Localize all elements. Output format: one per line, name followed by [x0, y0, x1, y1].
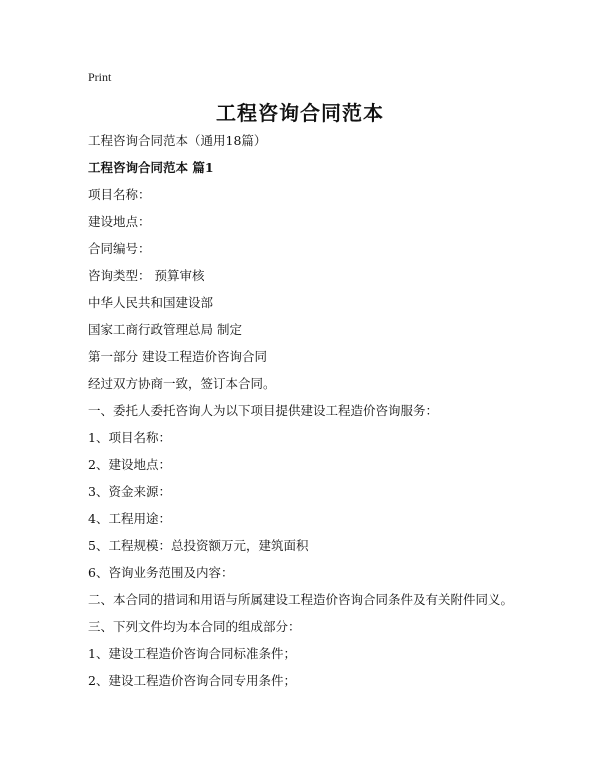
text-line-project-name: 项目名称： [88, 187, 151, 202]
item-6: 6、咨询业务范围及内容： [88, 565, 234, 580]
text-line-location: 建设地点： [88, 214, 151, 229]
text-line-consult-type: 咨询类型： 预算审核 [88, 268, 205, 283]
item-2: 2、建设地点： [88, 457, 171, 472]
item-5: 5、工程规模：总投资额万元，建筑面积 [88, 538, 309, 553]
component-item-1: 1、建设工程造价咨询合同标准条件； [88, 646, 296, 661]
text-line-administration: 国家工商行政管理总局 制定 [88, 322, 242, 337]
item-4: 4、工程用途： [88, 511, 171, 526]
item-1: 1、项目名称： [88, 430, 171, 445]
print-label: Print [88, 70, 112, 84]
text-line-ministry: 中华人民共和国建设部 [88, 295, 214, 310]
item-3: 3、资金来源： [88, 484, 171, 499]
clause-one: 一、委托人委托咨询人为以下项目提供建设工程造价咨询服务： [88, 403, 439, 418]
subtitle-line: 工程咨询合同范本（通用18篇） [88, 133, 267, 148]
text-line-part-one: 第一部分 建设工程造价咨询合同 [88, 349, 267, 364]
document-title: 工程咨询合同范本 [216, 101, 384, 125]
text-line-agreement: 经过双方协商一致，签订本合同。 [88, 376, 276, 391]
section-heading: 工程咨询合同范本 篇1 [88, 160, 214, 175]
clause-two: 二、本合同的措词和用语与所属建设工程造价咨询合同条件及有关附件同义。 [88, 592, 514, 607]
component-item-2: 2、建设工程造价咨询合同专用条件； [88, 673, 296, 688]
clause-three: 三、下列文件均为本合同的组成部分： [88, 619, 301, 634]
text-line-contract-number: 合同编号： [88, 241, 151, 256]
